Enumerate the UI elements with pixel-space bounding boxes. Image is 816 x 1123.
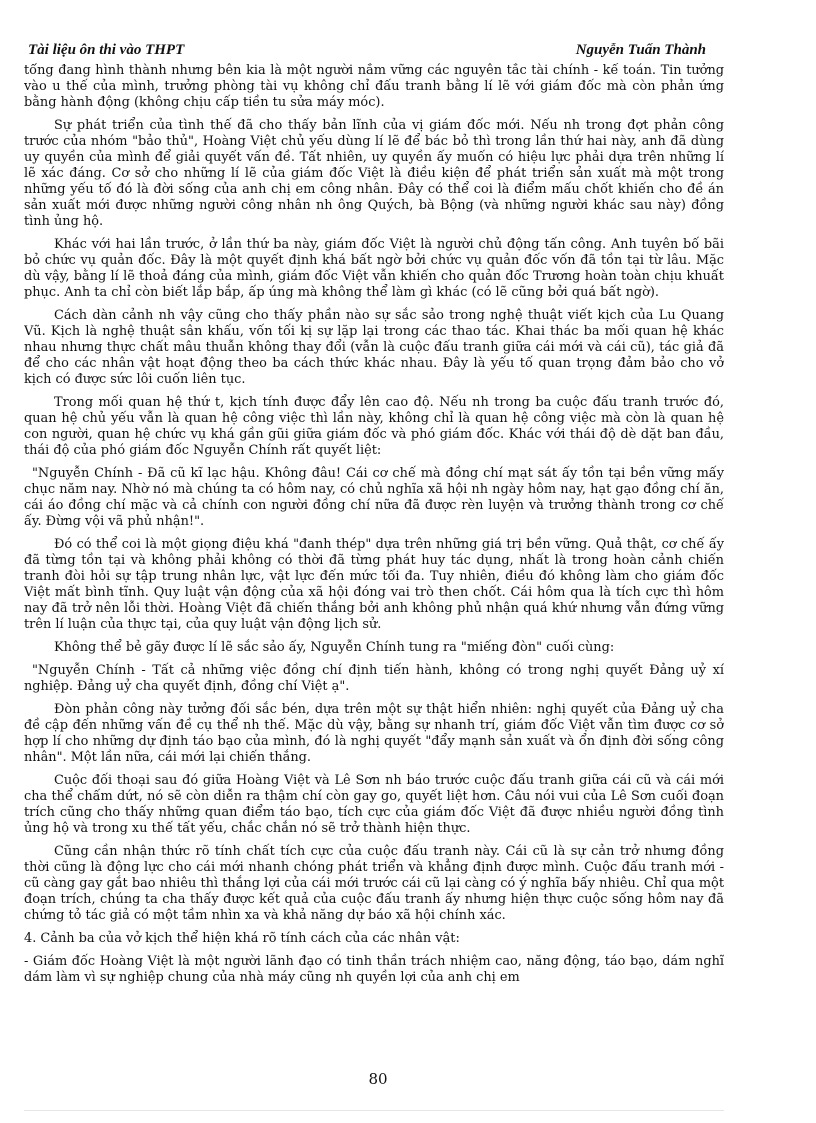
header-title: Tài liệu ôn thi vào THPT	[28, 42, 185, 58]
paragraph: tổng đang hình thành nhưng bên kia là một người nắm vững các nguyên tắc tài chính - kế toán. Tin tưởng vào u thế của mình, trưởng phòng tài vụ không chỉ đấu tranh bằng lí lẽ với giám đốc mà còn phản ứng bằng hành động (không chịu cấp tiền tu sửa máy móc).	[24, 63, 724, 110]
paragraph: Đó có thể coi là một giọng điệu khá "đanh thép" dựa trên những giá trị bền vững. Quả thật, cơ chế ấy đã từng tồn tại và không phải không có thời đã từng phát huy tác dụng, nhất là trong hoàn cảnh chiến tranh đòi hỏi sự tập trung nhân lực, vật lực đến mức tối đa. Tuy nhiên, điều đó không làm cho giám đốc Việt mất bình tĩnh. Quy luật vận động của xã hội đóng vai trò then chốt. Cái hôm qua là tích cực thì hôm nay đã trở nên lỗi thời. Hoàng Việt đã chiến thắng bởi anh không phủ nhận quá khứ nhưng vẫn đứng vững trên lí luận của thực tại, của quy luật vận động lịch sử.	[24, 537, 724, 632]
paragraph: Cũng cần nhận thức rõ tính chất tích cực của cuộc đấu tranh này. Cái cũ là sự cản trở nhưng đồng thời cũng là động lực cho cái mới nhanh chóng phát triển và khẳng định được mình. Cuộc đấu tranh mới - cũ càng gay gắt bao nhiêu thì thắng lợi của cái mới trước cái cũ lại càng có ý nghĩa bấy nhiêu. Chỉ qua một đoạn trích, chúng ta cha thấy được kết quả của cuộc đấu tranh ấy nhưng hiện thực cuộc sống hôm nay đã chứng tỏ tác giả có một tầm nhìn xa và khả năng dự báo xã hội chính xác.	[24, 844, 724, 923]
paragraph: Không thể bẻ gãy được lí lẽ sắc sảo ấy, Nguyễn Chính tung ra "miếng đòn" cuối cùng:	[54, 640, 615, 655]
header-author: Nguyễn Tuấn Thành	[575, 42, 706, 58]
quote-paragraph: "Nguyễn Chính - Tất cả những việc đồng chí định tiến hành, không có trong nghị quyết Đảng uỷ xí nghiệp. Đảng uỷ cha quyết định, đồng chí Việt ạ".	[24, 663, 724, 694]
paragraph: Khác với hai lần trước, ở lần thứ ba này, giám đốc Việt là người chủ động tấn công. Anh tuyên bố bãi bỏ chức vụ quản đốc. Đây là một quyết định khá bất ngờ bởi chức vụ quản đốc vốn đã tồn tại từ lâu. Mặc dù vậy, bằng lí lẽ thoả đáng của mình, giám đốc Việt vẫn khiến cho quản đốc Trương hoàn toàn chịu khuất phục. Anh ta chỉ còn biết lắp bắp, ấp úng mà không thể làm gì khác (có lẽ cũng bởi quá bất ngờ).	[24, 237, 724, 300]
page-number: 80	[368, 1070, 388, 1088]
list-item: - Giám đốc Hoàng Việt là một người lãnh đạo có tinh thần trách nhiệm cao, năng động, táo bạo, dám nghĩ dám làm vì sự nghiệp chung của nhà máy cũng nh quyền lợi của anh chị em	[24, 954, 724, 985]
page-header	[28, 42, 706, 64]
paragraph: Đòn phản công này tưởng đối sắc bén, dựa trên một sự thật hiển nhiên: nghị quyết của Đảng uỷ cha đề cập đến những vấn đề cụ thể nh thế. Mặc dù vậy, bằng sự nhanh trí, giám đốc Việt vẫn tìm được cơ sở hợp lí cho những dự định táo bạo của mình, đó là nghị quyết "đẩy mạnh sản xuất và ổn định đời sống công nhân". Một lần nữa, cái mới lại chiến thắng.	[24, 702, 724, 765]
section-heading: 4. Cảnh ba của vở kịch thể hiện khá rõ tính cách của các nhân vật:	[24, 931, 460, 946]
paragraph: Trong mối quan hệ thứ t, kịch tính được đẩy lên cao độ. Nếu nh trong ba cuộc đấu tranh trước đó, quan hệ chủ yếu vẫn là quan hệ công việc thì lần này, không chỉ là quan hệ công việc mà còn là quan hệ con người, quan hệ chức vụ khá gần gũi giữa giám đốc và phó giám đốc. Khác với thái độ dè dặt ban đầu, thái độ của phó giám đốc Nguyễn Chính rất quyết liệt:	[24, 395, 724, 458]
paragraph: Cách dàn cảnh nh vậy cũng cho thấy phần nào sự sắc sảo trong nghệ thuật viết kịch của Lu Quang Vũ. Kịch là nghệ thuật sân khấu, vốn tối kị sự lặp lại trong các thao tác. Khai thác ba mối quan hệ khác nhau nhưng thực chất mâu thuẫn không thay đổi (vẫn là cuộc đấu tranh giữa cái mới và cái cũ), tác giả đã để cho các nhân vật hoạt động theo ba cách thức khác nhau. Đây là yếu tố quan trọng đảm bảo cho vở kịch có được sức lôi cuốn liên tục.	[24, 308, 724, 387]
quote-paragraph: "Nguyễn Chính - Đã cũ kĩ lạc hậu. Không đâu! Cái cơ chế mà đồng chí mạt sát ấy tồn tại bền vững mấy chục năm nay. Nhờ nó mà chúng ta có hôm nay, có chủ nghĩa xã hội nh ngày hôm nay, hạt gạo đồng chí ăn, cái áo đồng chí mặc và cả chính con người đồng chí nữa đã được rèn luyện và trưởng thành trong cơ chế ấy. Đừng vội vã phủ nhận!".	[24, 466, 724, 529]
paragraph: Cuộc đối thoại sau đó giữa Hoàng Việt và Lê Sơn nh báo trước cuộc đấu tranh giữa cái cũ và cái mới cha thể chấm dứt, nó sẽ còn diễn ra thậm chí còn gay go, quyết liệt hơn. Câu nói vui của Lê Sơn cuối đoạn trích cũng cho thấy những quan điểm táo bạo, tích cực của giám đốc Việt đã được nhiều người đồng tình ủng hộ và trong xu thế tất yếu, chắc chắn nó sẽ trở thành hiện thực.	[24, 773, 724, 836]
body-text	[24, 63, 724, 1063]
paragraph: Sự phát triển của tình thế đã cho thấy bản lĩnh của vị giám đốc mới. Nếu nh trong đợt phản công trước của nhóm "bảo thủ", Hoàng Việt chủ yếu dùng lí lẽ để bác bỏ thì trong lần thứ hai này, anh đã dùng uy quyền của mình để giải quyết vấn đề. Tất nhiên, uy quyền ấy muốn có hiệu lực phải dựa trên những lí lẽ xác đáng. Cơ sở cho những lí lẽ của giám đốc Việt là điều kiện để phát triển sản xuất mà một trong những yếu tố đó là đời sống của anh chị em công nhân. Đây có thể coi là điểm mấu chốt khiến cho đề án sản xuất mới được những người công nhân nh ông Quých, bà Bộng (và những người khác sau này) đồng tình ủng hộ.	[24, 118, 724, 229]
footer-divider	[24, 1110, 724, 1111]
